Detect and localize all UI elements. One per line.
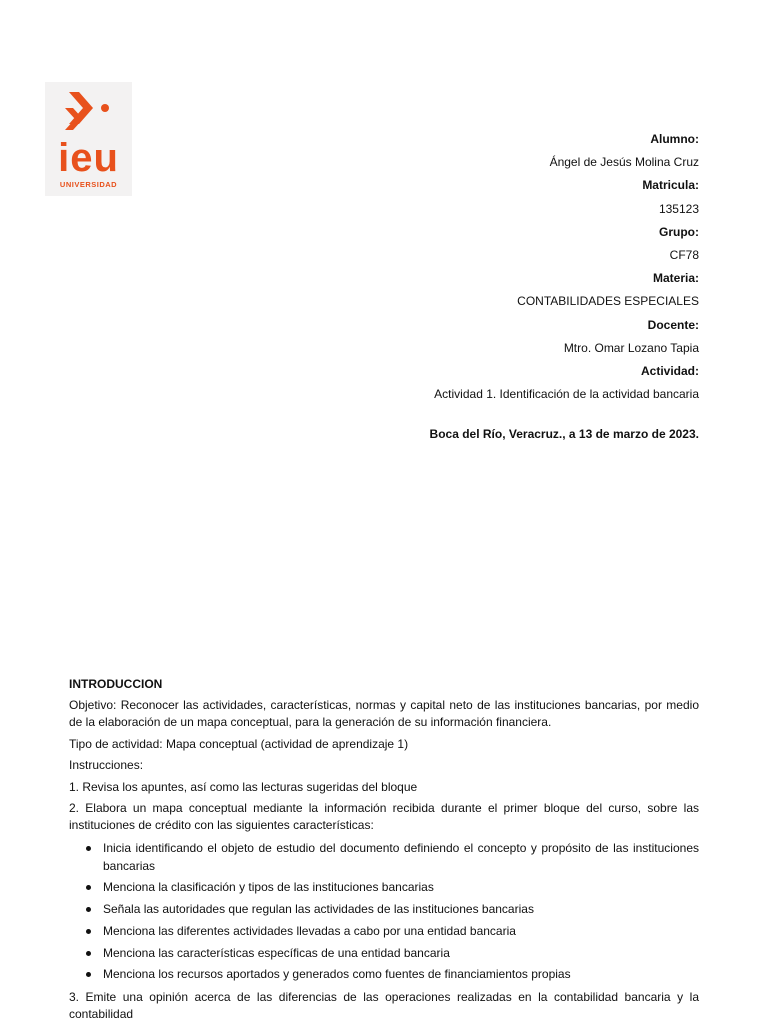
- list-item: Señala las autoridades que regulan las actividades de las instituciones bancarias: [103, 900, 699, 918]
- grupo-value: CF78: [669, 247, 699, 262]
- activity-type: Tipo de actividad: Mapa conceptual (actividad de aprendizaje 1): [69, 736, 409, 751]
- bullet-icon: [86, 907, 91, 912]
- cover-info: [279, 131, 699, 449]
- bullet-icon: [86, 885, 91, 890]
- bullet-icon: [86, 972, 91, 977]
- logo-subtitle: UNIVERSIDAD: [59, 180, 118, 189]
- alumno-label: Alumno:: [650, 132, 699, 146]
- alumno-value: Ángel de Jesús Molina Cruz: [549, 155, 699, 170]
- list-item: Menciona las diferentes actividades llevadas a cabo por una entidad bancaria: [103, 922, 699, 940]
- matricula-value: 135123: [658, 201, 699, 216]
- actividad-label: Actividad:: [640, 363, 699, 378]
- docente-value: Mtro. Omar Lozano Tapia: [563, 340, 699, 355]
- section-heading: INTRODUCCION: [69, 677, 163, 691]
- ieu-arrow-mark-icon: [63, 90, 115, 138]
- step-1: 1. Revisa los apuntes, así como las lecturas sugeridas del bloque: [69, 779, 418, 794]
- matricula-label: Matricula:: [642, 178, 699, 193]
- docente-label: Docente:: [647, 317, 699, 332]
- materia-value: CONTABILIDADES ESPECIALES: [517, 294, 699, 309]
- instructions-label: Instrucciones:: [69, 758, 144, 772]
- list-item: Menciona las características específicas de una entidad bancaria: [103, 944, 699, 962]
- requirements-list: [69, 839, 699, 984]
- bullet-icon: [86, 929, 91, 934]
- introduction-section: [69, 676, 699, 1028]
- step-2: 2. Elabora un mapa conceptual mediante la información recibida durante el primer bloque del curso, sobre las instituciones de crédito con las siguientes características:: [69, 801, 699, 832]
- grupo-label: Grupo:: [659, 224, 699, 239]
- step-3: 3. Emite una opinión acerca de las diferencias de las operaciones realizadas en la contabilidad bancaria y la contabilidad: [69, 990, 699, 1022]
- logo-wordmark: ieu: [58, 136, 119, 180]
- bullet-icon: [86, 951, 91, 956]
- list-item: Menciona los recursos aportados y generados como fuentes de financiamientos propias: [103, 965, 699, 983]
- list-item: Menciona la clasificación y tipos de las instituciones bancarias: [103, 878, 699, 896]
- bullet-icon: [86, 846, 91, 851]
- place-date: Boca del Río, Veracruz., a 13 de marzo de 2023.: [429, 427, 699, 442]
- list-item: Inicia identificando el objeto de estudio del documento definiendo el concepto y propósito de las instituciones bancarias: [103, 839, 699, 875]
- actividad-value: Actividad 1. Identificación de la actividad bancaria: [434, 387, 699, 402]
- objective-paragraph: Objetivo: Reconocer las actividades, características, normas y capital neto de las instituciones bancarias, por medio de la elaboración de un mapa conceptual, para la generación de su información financiera.: [69, 698, 699, 729]
- university-logo: [45, 82, 132, 196]
- materia-label: Materia:: [652, 271, 699, 286]
